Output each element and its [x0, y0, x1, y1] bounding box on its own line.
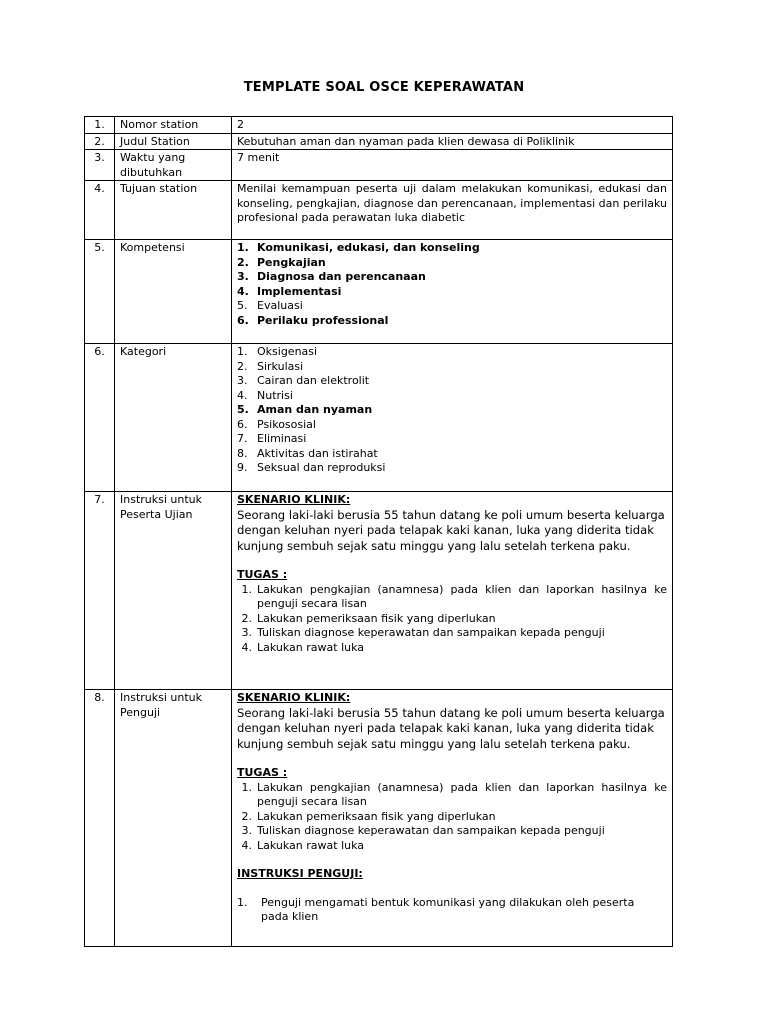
row-number: 6. — [85, 344, 115, 492]
row-label: Kompetensi — [115, 240, 232, 344]
examiner-instruction-heading: INSTRUKSI PENGUJI: — [237, 867, 363, 880]
list-item: 2. Lakukan pemeriksaan fisik yang diperlukan — [241, 611, 496, 625]
tasks-heading: TUGAS : — [237, 568, 288, 581]
list-item: 5. Evaluasi — [237, 299, 303, 312]
row-label: Instruksi untuk Penguji — [115, 690, 232, 947]
scenario-text: Seorang laki-laki berusia 55 tahun datang ke poli umum beserta keluarga dengan keluhan nyeri pada telapak kaki kanan, luka yang diderita tidak kunjung sembuh sejak satu minggu yang lalu setelah terkena paku. — [237, 507, 665, 553]
tasks-heading: TUGAS : — [237, 766, 288, 779]
list-item: 1. Lakukan pengkajian (anamnesa) pada klien dan laporkan hasilnya ke penguji secara lisan — [241, 582, 667, 610]
row-number: 8. — [85, 690, 115, 947]
table-row-6 — [85, 344, 673, 492]
list-item: 4. Lakukan rawat luka — [241, 838, 365, 852]
row-number: 1. — [85, 117, 115, 134]
list-item: 2. Sirkulasi — [237, 359, 304, 373]
list-item: 2. Pengkajian — [237, 255, 326, 269]
row-number: 3. — [85, 150, 115, 181]
table-row-5 — [85, 240, 673, 344]
table-row-1 — [85, 117, 673, 134]
scenario-heading: SKENARIO KLINIK: — [237, 493, 351, 506]
table-row-8 — [85, 690, 673, 947]
row-value: 7 menit — [232, 150, 673, 181]
examiner-instruction-cell — [232, 690, 673, 947]
list-item: 9. Seksual dan reproduksi — [237, 461, 386, 474]
list-item: 1. Komunikasi, edukasi, dan konseling — [237, 241, 480, 254]
row-label: Kategori — [115, 344, 232, 492]
examiner-instruction-list — [237, 896, 667, 925]
participant-instruction-cell — [232, 492, 673, 690]
row-number: 7. — [85, 492, 115, 690]
row-label: Judul Station — [115, 133, 232, 150]
list-item: 6. Perilaku professional — [237, 313, 389, 327]
row-value: 2 — [232, 117, 673, 134]
row-number: 5. — [85, 240, 115, 344]
list-item: 3. Diagnosa dan perencanaan — [237, 270, 426, 283]
row-number: 2. — [85, 133, 115, 150]
list-item: 8. Aktivitas dan istirahat — [237, 446, 378, 460]
row-value: Menilai kemampuan peserta uji dalam melakukan komunikasi, edukasi dan konseling, pengkajian, diagnose dan perencanaan, implementasi dan perilaku profesional pada perawatan luka diabetic — [232, 181, 673, 240]
task-list — [237, 781, 667, 854]
task-list — [237, 583, 667, 656]
row-label: Waktu yang dibutuhkan — [115, 150, 232, 181]
list-item: 1. Penguji mengamati bentuk komunikasi yang dilakukan oleh peserta pada klien — [237, 895, 635, 923]
row-number: 4. — [85, 181, 115, 240]
list-item: 6. Psikososial — [237, 417, 316, 431]
row-label: Tujuan station — [115, 181, 232, 240]
list-item: 5. Aman dan nyaman — [237, 403, 373, 416]
osce-table — [84, 116, 673, 947]
list-item: 3. Tuliskan diagnose keperawatan dan sampaikan kepada penguji — [241, 626, 605, 639]
list-item: 7. Eliminasi — [237, 432, 307, 445]
category-cell — [232, 344, 673, 492]
row-label: Nomor station — [115, 117, 232, 134]
list-item: 4. Implementasi — [237, 284, 342, 298]
list-item: 3. Tuliskan diagnose keperawatan dan sampaikan kepada penguji — [241, 824, 605, 837]
row-label: Instruksi untuk Peserta Ujian — [115, 492, 232, 690]
category-list — [237, 345, 667, 476]
list-item: 3. Cairan dan elektrolit — [237, 374, 370, 387]
table-row-2 — [85, 133, 673, 150]
competency-list — [237, 241, 667, 328]
table-row-4 — [85, 181, 673, 240]
list-item: 4. Lakukan rawat luka — [241, 640, 365, 654]
table-row-3 — [85, 150, 673, 181]
row-value: Kebutuhan aman dan nyaman pada klien dewasa di Poliklinik — [232, 133, 673, 150]
scenario-heading: SKENARIO KLINIK: — [237, 691, 351, 704]
list-item: 1. Oksigenasi — [237, 345, 318, 358]
scenario-text: Seorang laki-laki berusia 55 tahun datang ke poli umum beserta keluarga dengan keluhan nyeri pada telapak kaki kanan, luka yang diderita tidak kunjung sembuh sejak satu minggu yang lalu setelah terkena paku. — [237, 705, 665, 751]
list-item: 2. Lakukan pemeriksaan fisik yang diperlukan — [241, 809, 496, 823]
list-item: 1. Lakukan pengkajian (anamnesa) pada klien dan laporkan hasilnya ke penguji secara lisan — [241, 780, 667, 808]
list-item: 4. Nutrisi — [237, 388, 293, 402]
document-title: TEMPLATE SOAL OSCE KEPERAWATAN — [243, 80, 525, 95]
competency-cell — [232, 240, 673, 344]
table-row-7 — [85, 492, 673, 690]
